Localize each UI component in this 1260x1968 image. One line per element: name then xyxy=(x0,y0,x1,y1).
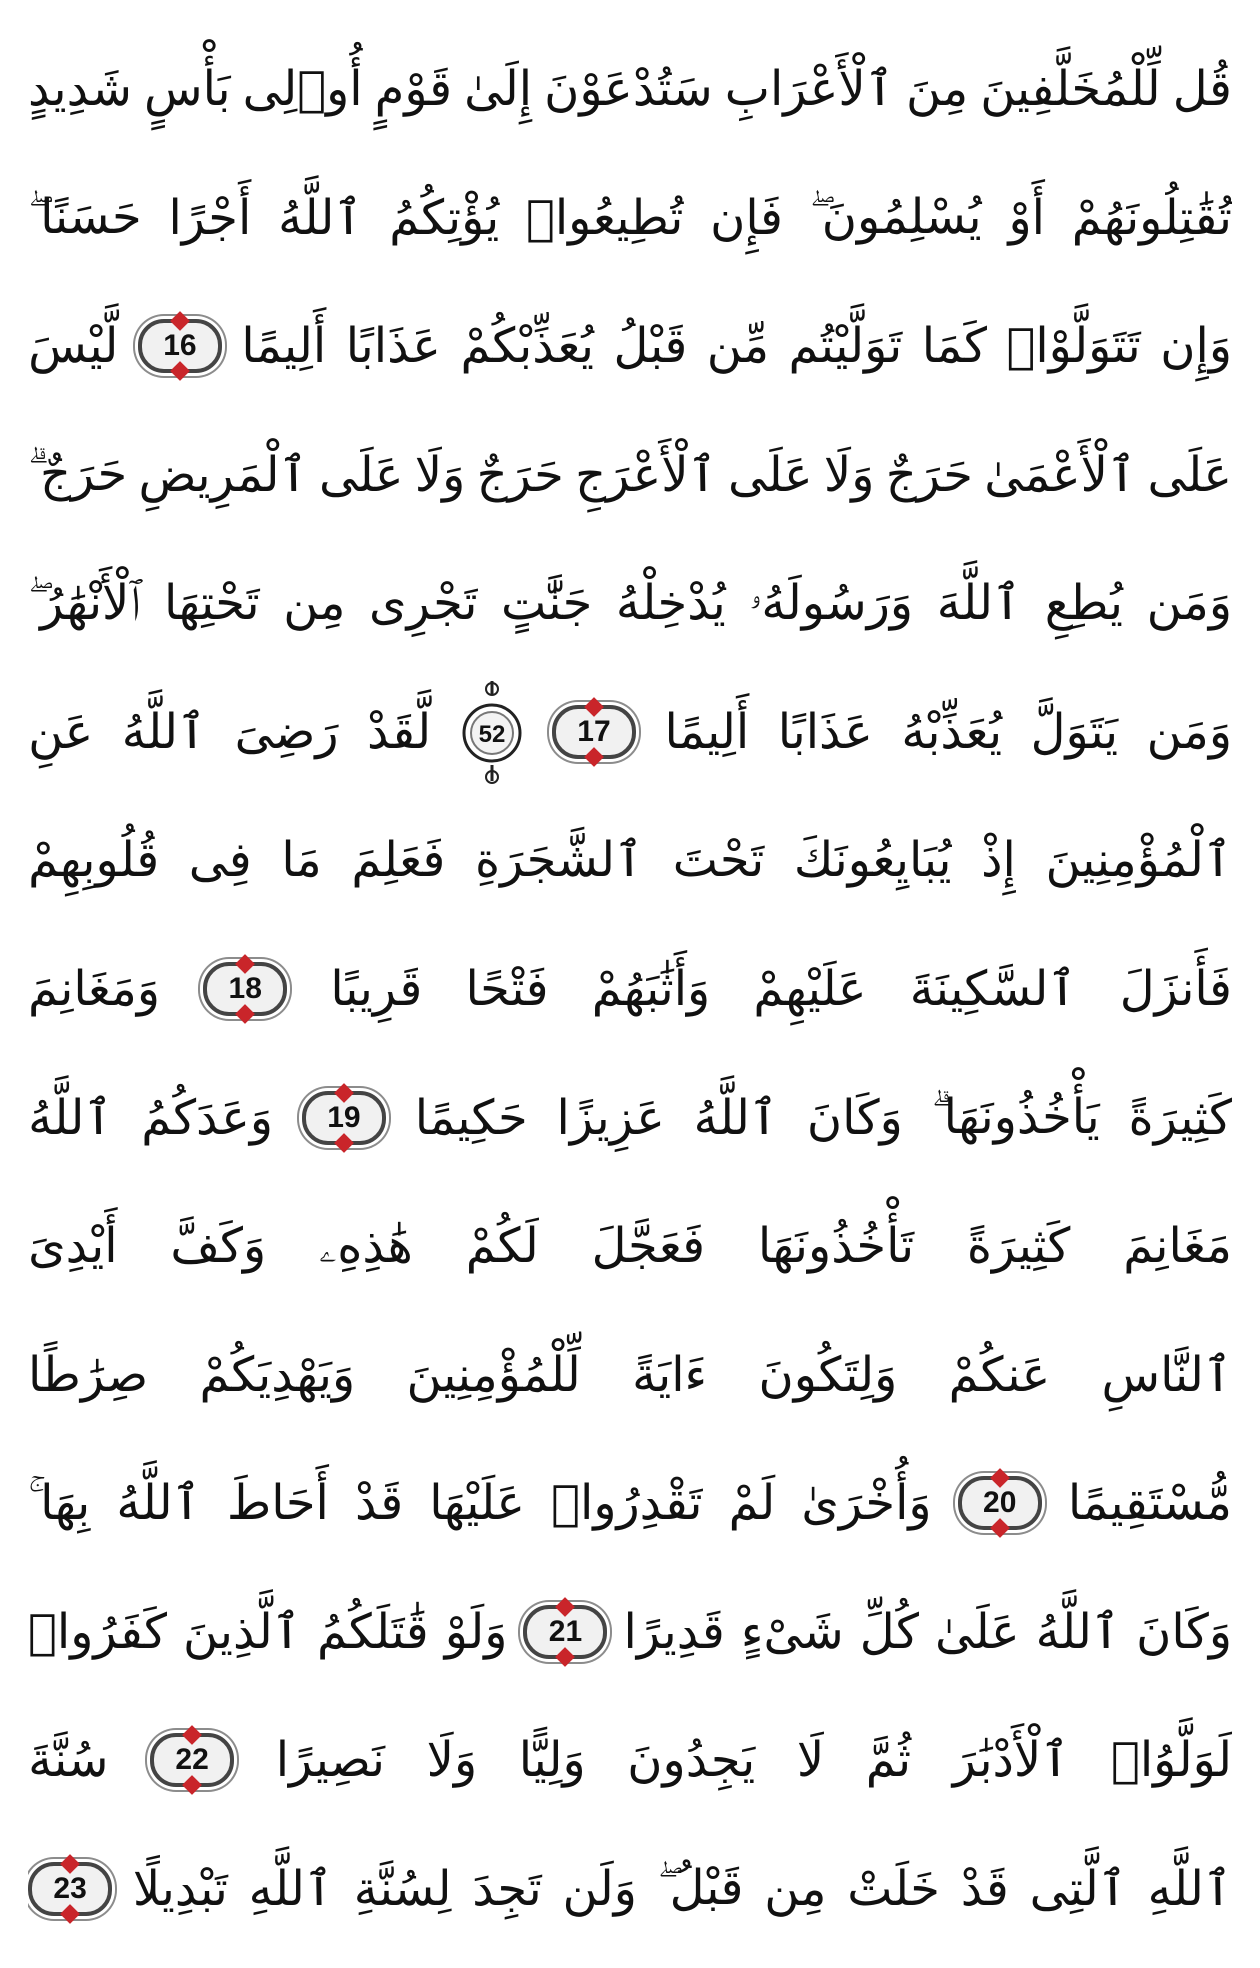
quran-word: أَحَاطَ xyxy=(226,1475,329,1532)
ayah-end-marker-icon xyxy=(523,1605,607,1659)
ayah-number: 22 xyxy=(175,1743,209,1777)
quran-word: وَأُخْرَىٰ xyxy=(801,1475,932,1532)
quran-word: وَمَن xyxy=(1146,703,1232,760)
quran-word: قَرِيبًا xyxy=(330,960,423,1017)
quran-word: قَبْلُ xyxy=(613,318,688,375)
quran-word: وَإِن xyxy=(1160,318,1232,375)
quran-word: يُعَذِّبْكُمْ xyxy=(460,318,594,375)
quran-word: ءَايَةً xyxy=(632,1346,708,1403)
quran-word: حَسَنًا ۖ xyxy=(28,189,142,246)
quran-word: يَأْخُذُونَهَا ۗ xyxy=(931,1089,1100,1145)
quran-word: ٱللَّهُ xyxy=(278,189,363,246)
ayah-end-marker-icon xyxy=(958,1476,1042,1530)
quran-word: تَجِدَ xyxy=(472,1860,542,1917)
quran-word: ٱللَّهُ xyxy=(693,1089,779,1146)
quran-word: قَدْ xyxy=(355,1475,404,1532)
quran-word: عَلَيْهِمْ xyxy=(753,960,867,1017)
quran-word: قَدِيرًا xyxy=(623,1603,725,1660)
quran-word: قُل xyxy=(1172,61,1232,117)
quran-word: صِرَٰطًا xyxy=(28,1346,149,1403)
quran-word: عَذَابًا xyxy=(777,703,873,760)
quran-word: فَإِن xyxy=(710,189,783,246)
quran-word: سَتُدْعَوْنَ xyxy=(544,61,713,117)
quran-word: ٱلْأَعْرَجِ xyxy=(575,446,717,503)
quran-word: وَكَفَّ xyxy=(170,1218,267,1275)
quran-word: شَىْءٍ xyxy=(740,1603,844,1660)
quran-word: وَلَا xyxy=(426,1732,478,1789)
quran-word: تَجْرِى xyxy=(369,575,478,632)
quran-word: يُبَايِعُونَكَ xyxy=(793,832,952,889)
quran-word: ٱلسَّكِينَةَ xyxy=(909,960,1077,1017)
quran-word: وَلَن xyxy=(562,1860,637,1917)
quran-word: ٱللَّهُ xyxy=(28,1089,113,1146)
verse-line xyxy=(28,544,1232,662)
quran-word: ٱلْأَدْبَٰرَ xyxy=(952,1732,1070,1789)
ayah-number: 21 xyxy=(548,1614,583,1648)
quran-word: عَذَابًا xyxy=(345,318,441,375)
quran-word: أَوْ xyxy=(1008,189,1045,246)
verse-line xyxy=(28,287,1232,405)
quran-word: يُعَذِّبْهُ xyxy=(901,703,1003,760)
quran-word: وَمَغَانِمَ xyxy=(28,960,161,1017)
verse-line xyxy=(28,1701,1232,1819)
quran-word: أَجْرًا xyxy=(168,189,252,246)
quran-word: وَكَانَ xyxy=(1136,1603,1232,1660)
quran-word: فِى xyxy=(188,832,252,889)
quran-word: لَا xyxy=(796,1732,825,1789)
quran-word: تُقَٰتِلُونَهُمْ xyxy=(1071,189,1232,246)
verse-line xyxy=(28,30,1232,148)
quran-word: وَلَوْ xyxy=(444,1603,508,1660)
quran-word: عَلَى xyxy=(1147,446,1232,503)
quran-word: ٱللَّهِ xyxy=(248,1860,334,1917)
quran-word: قَوْمٍ xyxy=(374,61,453,117)
quran-word: ٱلْأَنْهَٰرُ ۖ xyxy=(28,574,141,631)
quran-word: ٱلْأَعْمَىٰ xyxy=(984,446,1137,503)
ayah-number: 18 xyxy=(228,971,262,1005)
ayah-end-marker-icon xyxy=(28,1862,112,1916)
quran-word: تَقْدِرُوا۟ xyxy=(551,1475,703,1532)
hizb-number: 52 xyxy=(478,720,505,748)
quran-word: عَلَى xyxy=(728,446,813,503)
quran-word: لِّلْمُؤْمِنِينَ xyxy=(406,1346,581,1403)
quran-word: فَأَنزَلَ xyxy=(1119,960,1232,1017)
quran-word: تُطِيعُوا۟ xyxy=(526,189,684,246)
ayah-end-marker-icon xyxy=(138,319,222,373)
quran-word: ٱللَّهُ xyxy=(116,1475,201,1532)
quran-word: يُؤْتِكُمُ xyxy=(389,189,500,246)
quran-word: وَأَثَٰبَهُمْ xyxy=(591,960,711,1017)
verse-line xyxy=(28,1316,1232,1434)
quran-word: وَلِيًّا xyxy=(518,1732,586,1789)
quran-word: لَمْ xyxy=(728,1475,776,1532)
quran-word: ٱللَّهِ xyxy=(1147,1860,1232,1917)
quran-word: تَبْدِيلًا xyxy=(132,1860,228,1917)
quran-word: وَلِتَكُونَ xyxy=(758,1346,898,1403)
quran-word: بَأْسٍ xyxy=(144,61,231,117)
quran-word: خَلَتْ xyxy=(847,1860,940,1917)
quran-word: أَيْدِىَ xyxy=(28,1218,118,1275)
verse-line xyxy=(28,930,1232,1048)
quran-word: ٱللَّهَ xyxy=(936,575,1022,632)
quran-word: حَكِيمًا xyxy=(414,1089,528,1146)
quran-word: تَأْخُذُونَهَا xyxy=(757,1218,915,1275)
quran-word: ٱلَّذِينَ xyxy=(183,1603,301,1660)
quran-word: هَٰذِهِۦ xyxy=(318,1217,413,1274)
ayah-number: 19 xyxy=(327,1100,361,1134)
quran-word: ٱلشَّجَرَةِ xyxy=(474,832,644,889)
quran-word: مِن xyxy=(764,1860,827,1917)
quran-word: قَبْلُ ۖ xyxy=(657,1860,744,1917)
quran-word: وَلَا xyxy=(823,446,875,503)
quran-word: لِسُنَّةِ xyxy=(353,1860,452,1917)
verse-line xyxy=(28,1059,1232,1177)
quran-word: ثُمَّ xyxy=(865,1732,912,1789)
quran-word: وَيَهْدِيَكُمْ xyxy=(199,1346,356,1403)
quran-word: ٱللَّهُ xyxy=(121,703,207,760)
quran-word: حَرَجٌ xyxy=(885,446,973,503)
quran-word: عَلَىٰ xyxy=(935,1603,1020,1660)
quran-word: يُطِعِ xyxy=(1044,575,1123,632)
quran-word: وَعَدَكُمُ xyxy=(141,1089,274,1146)
verse-line xyxy=(28,1187,1232,1305)
quran-word: ٱلْأَعْرَابِ xyxy=(724,61,894,117)
verse-line xyxy=(28,416,1232,534)
ayah-end-marker-icon xyxy=(203,962,287,1016)
quran-word: أَلِيمًا xyxy=(664,703,750,760)
quran-word: عَنِ xyxy=(28,703,94,760)
quran-word: شَدِيدٍ xyxy=(28,61,132,117)
quran-word: ٱلْمَرِيضِ xyxy=(138,446,308,503)
quran-word: عَلَيْهَا xyxy=(429,1475,526,1532)
quran-word: إِذْ xyxy=(981,832,1016,889)
quran-word: مِنَ xyxy=(905,61,969,117)
quran-word: مَغَانِمَ xyxy=(1123,1218,1232,1275)
quran-word: تَحْتِهَا xyxy=(164,575,260,632)
quran-word: وَرَسُولَهُۥ xyxy=(749,574,914,631)
ayah-number: 17 xyxy=(577,714,611,748)
quran-word: بِهَا ۚ xyxy=(28,1474,91,1531)
verse-line xyxy=(28,673,1232,791)
ayah-number: 23 xyxy=(53,1871,87,1905)
quran-word: كُلِّ xyxy=(859,1603,919,1660)
quran-word: سُنَّةَ xyxy=(28,1732,109,1789)
verse-line xyxy=(28,1444,1232,1562)
quran-word: حَرَجٌ xyxy=(476,446,564,503)
quran-word: قُلُوبِهِمْ xyxy=(28,832,160,889)
quran-word: لَّقَدْ xyxy=(366,703,432,760)
quran-word: تَتَوَلَّوْا۟ xyxy=(1006,318,1141,375)
quran-word: ٱلنَّاسِ xyxy=(1101,1346,1232,1403)
quran-word: يَجِدُونَ xyxy=(627,1732,756,1789)
quran-word: كَثِيرَةً xyxy=(966,1218,1071,1275)
quran-word: حَرَجٌ ۗ xyxy=(28,446,128,503)
quran-word: لَوَلَّوُا۟ xyxy=(1111,1732,1232,1789)
verse-line xyxy=(28,1830,1232,1948)
quran-word: قَٰتَلَكُمُ xyxy=(316,1603,429,1660)
ayah-end-marker-icon xyxy=(150,1733,234,1787)
quran-word: ٱللَّهُ xyxy=(1035,1603,1121,1660)
quran-word: عَنكُمْ xyxy=(948,1346,1051,1403)
quran-word: وَمَن xyxy=(1146,575,1232,632)
hizb-quarter-medallion-icon xyxy=(460,677,524,787)
quran-word: فَعَلِمَ xyxy=(351,832,446,889)
ayah-number: 16 xyxy=(163,329,197,363)
quran-word: ٱلْمُؤْمِنِينَ xyxy=(1045,832,1232,889)
quran-word: مِّن xyxy=(706,318,770,375)
quran-word: مُّسْتَقِيمًا xyxy=(1067,1475,1232,1532)
quran-word: تَوَلَّيْتُم xyxy=(788,318,903,375)
verse-line xyxy=(28,1573,1232,1691)
ayah-end-marker-icon xyxy=(552,705,636,759)
quran-word: ٱلَّتِى xyxy=(1029,1860,1127,1917)
quran-word: مَا xyxy=(281,832,322,889)
quran-word: لَكُمْ xyxy=(465,1218,539,1275)
quran-word: وَلَا xyxy=(414,446,466,503)
quran-word: أُو۟لِى xyxy=(242,61,363,117)
quran-word: يَتَوَلَّ xyxy=(1030,703,1119,760)
quran-word: نَصِيرًا xyxy=(275,1732,385,1789)
quran-word: فَعَجَّلَ xyxy=(591,1218,706,1275)
quran-word: عَزِيزًا xyxy=(556,1089,665,1146)
quran-word: أَلِيمًا xyxy=(241,318,327,375)
quran-word: وَكَانَ xyxy=(806,1089,903,1146)
ayah-end-marker-icon xyxy=(302,1091,386,1145)
ayah-number: 20 xyxy=(983,1486,1017,1520)
quran-word: كَمَا xyxy=(921,318,987,375)
verse-line xyxy=(28,801,1232,919)
quran-word: إِلَىٰ xyxy=(464,61,533,117)
quran-word: عَلَى xyxy=(318,446,404,503)
quran-word: يُسْلِمُونَ ۖ xyxy=(809,189,982,246)
quran-word: مِن xyxy=(283,575,346,632)
quran-word: جَنَّٰتٍ xyxy=(501,575,593,632)
quran-word: لَّيْسَ xyxy=(28,318,119,375)
quran-word: قَدْ xyxy=(960,1860,1009,1917)
quran-word: فَتْحًا xyxy=(465,960,549,1017)
quran-word: كَثِيرَةً xyxy=(1128,1089,1232,1146)
quran-word: لِّلْمُخَلَّفِينَ xyxy=(980,61,1161,117)
quran-word: رَضِىَ xyxy=(234,703,339,760)
quran-word: يُدْخِلْهُ xyxy=(615,575,726,632)
quran-word: كَفَرُوا۟ xyxy=(28,1603,167,1660)
quran-word: تَحْتَ xyxy=(672,832,765,889)
verse-line xyxy=(28,159,1232,277)
